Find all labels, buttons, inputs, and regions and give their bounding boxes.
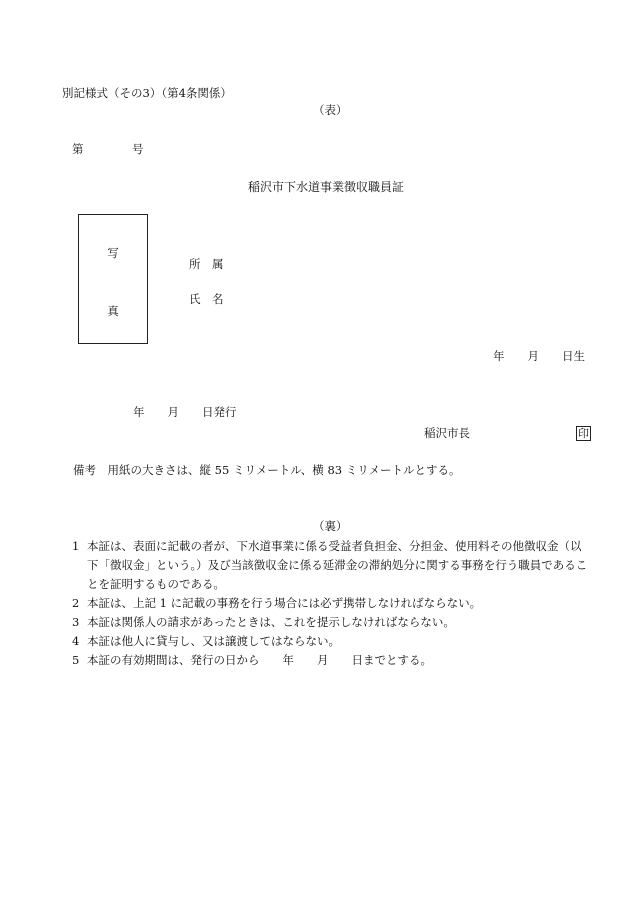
number-suffix: 号 [132, 142, 144, 156]
affiliation-label: 所 属 [189, 257, 224, 271]
document-title: 稲沢市下水道事業徴収職員証 [248, 180, 405, 194]
seal-label: 印 [578, 427, 589, 440]
list-item: 4 本証は他人に貸与し、又は譲渡してはならない。 [72, 634, 340, 648]
photo-label-top: 写 [107, 246, 119, 260]
list-item: 5 本証の有効期間は、発行の日から 年 月 日までとする。 [72, 653, 432, 667]
remarks: 備考 用紙の大きさは、縦 55 ミリメートル、横 83 ミリメートルとする。 [73, 463, 461, 477]
list-item: 2 本証は、上記 1 に記載の事務を行う場合には必ず携帯しなければならない。 [72, 596, 482, 610]
list-item: 1 本証は、表面に記載の者が、下水道事業に係る受益者負担金、分担金、使用料その他徴収金（以下「徴収金」という。）及び当該徴収金に係る延滞金の滞納処分に関する事務を行う職員であることを証明するものである。 [72, 539, 588, 591]
issuer: 稲沢市長 [424, 426, 470, 440]
form-label: 別記様式（その3）（第4条関係） [62, 86, 232, 100]
list-item: 3 本証は関係人の請求があったときは、これを提示しなければならない。 [72, 615, 455, 629]
issue-date: 年 月 日発行 [133, 405, 237, 419]
photo-box [78, 214, 148, 344]
back-label: （裏） [313, 519, 348, 533]
number-prefix: 第 [72, 142, 84, 156]
seal-mark [576, 426, 591, 441]
front-label: （表） [313, 103, 348, 117]
back-terms-list [72, 537, 592, 670]
name-label: 氏 名 [189, 292, 224, 306]
birth-date: 年 月 日生 [493, 349, 585, 363]
photo-label-bottom: 真 [107, 304, 119, 318]
